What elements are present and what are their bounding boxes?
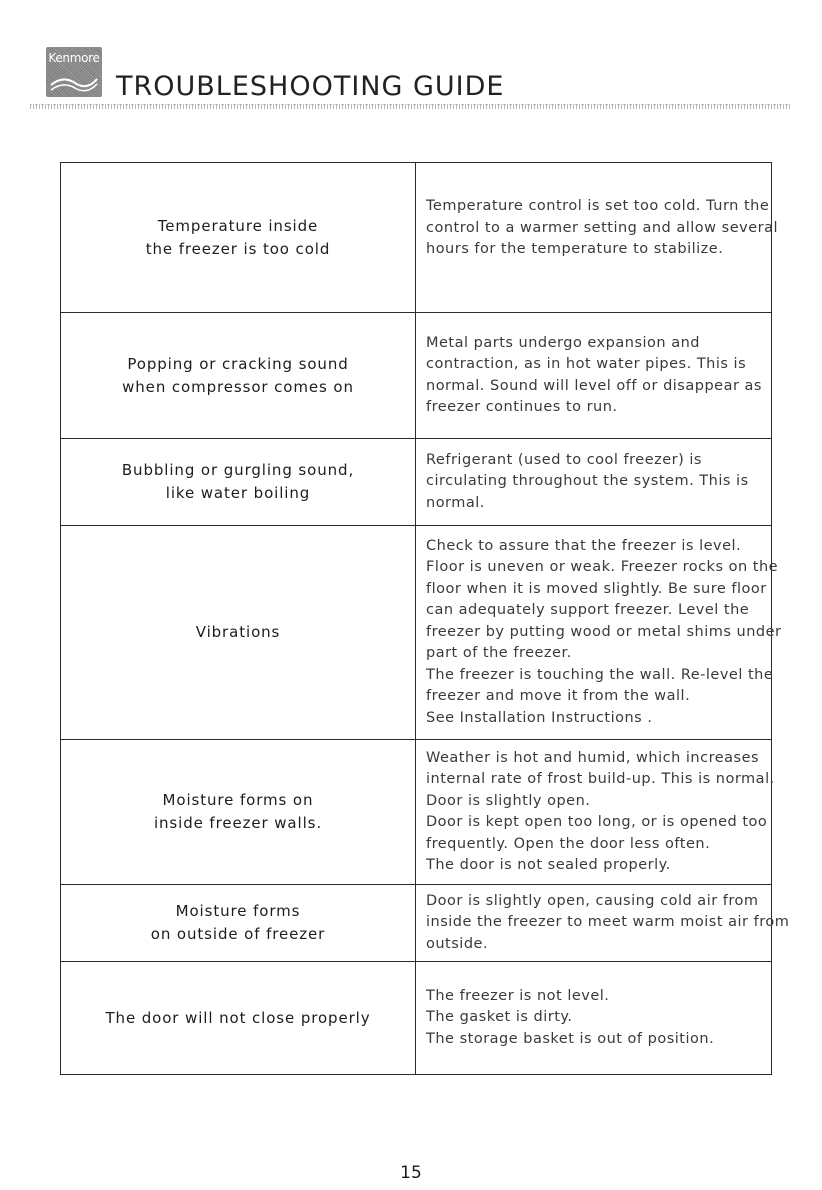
solution-line: Temperature control is set too cold. Turn the xyxy=(426,198,770,215)
problem-cell xyxy=(61,885,416,961)
solution-line: outside. xyxy=(426,935,489,952)
problem-line: like water boiling xyxy=(165,484,311,502)
problem-cell xyxy=(61,526,416,739)
solution-line: normal. Sound will level off or disappear as xyxy=(426,377,762,394)
problem-line: Temperature inside xyxy=(157,216,319,235)
problem-line: Moisture forms xyxy=(175,902,301,920)
problem-line: Vibrations xyxy=(195,623,281,641)
solution-cell xyxy=(416,740,781,884)
table-row xyxy=(61,961,771,1074)
problem-line: when compressor comes on xyxy=(122,377,354,396)
problem-line: Popping or cracking sound xyxy=(127,354,349,373)
solution-cell xyxy=(416,313,771,438)
table-row xyxy=(61,739,775,884)
solution-line: Check to assure that the freezer is level. xyxy=(426,537,742,554)
solution-line: Door is kept open too long, or is opened too xyxy=(426,814,768,830)
header-divider xyxy=(30,104,790,109)
solution-line: circulating throughout the system. This is xyxy=(426,473,749,490)
solution-line: The freezer is touching the wall. Re-level the xyxy=(426,666,774,683)
problem-cell xyxy=(61,962,416,1074)
solution-line: Floor is uneven or weak. Freezer rocks on the xyxy=(426,559,779,576)
solution-line: The storage basket is out of position. xyxy=(426,1030,715,1047)
logo-wordmark: Kenmore xyxy=(48,51,100,65)
solution-line: part of the freezer. xyxy=(426,645,572,662)
table-row xyxy=(61,525,782,739)
solution-line: freezer by putting wood or metal shims under xyxy=(426,623,782,640)
solution-cell xyxy=(416,885,795,961)
problem-line: Moisture forms on xyxy=(162,791,314,809)
solution-line: normal. xyxy=(426,494,485,511)
solution-line: contraction, as in hot water pipes. This is xyxy=(426,356,747,372)
problem-line: The door will not close properly xyxy=(105,1008,371,1027)
problem-line: the freezer is too cold xyxy=(145,239,331,258)
problem-cell xyxy=(61,163,416,312)
solution-line: Weather is hot and humid, which increases xyxy=(426,749,760,766)
wave-icon xyxy=(49,73,99,93)
solution-line: The door is not sealed properly. xyxy=(426,857,671,873)
solution-line: Door is slightly open. xyxy=(426,792,591,809)
solution-line: frequently. Open the door less often. xyxy=(426,835,711,852)
solution-line: Metal parts undergo expansion and xyxy=(426,334,700,351)
solution-line: The gasket is dirty. xyxy=(426,1009,573,1026)
solution-line: floor when it is moved slightly. Be sure floor xyxy=(426,580,767,597)
page-number: 15 xyxy=(400,1163,422,1183)
solution-line: can adequately support freezer. Level the xyxy=(426,602,750,619)
problem-cell xyxy=(61,313,416,438)
problem-line: Bubbling or gurgling sound, xyxy=(121,461,355,479)
solution-cell xyxy=(416,962,771,1074)
problem-line: inside freezer walls. xyxy=(153,814,323,832)
solution-line: internal rate of frost build-up. This is normal. xyxy=(426,771,775,787)
solution-line: Refrigerant (used to cool freezer) is xyxy=(426,451,702,468)
solution-cell xyxy=(416,526,788,739)
page-title: TROUBLESHOOTING GUIDE xyxy=(116,71,505,102)
solution-line: freezer and move it from the wall. xyxy=(426,688,691,705)
table-row xyxy=(61,884,790,961)
solution-cell xyxy=(416,163,784,312)
problem-line: on outside of freezer xyxy=(150,925,326,943)
solution-line: inside the freezer to meet warm moist air from xyxy=(426,914,790,931)
table-row xyxy=(61,163,778,312)
problem-cell xyxy=(61,740,416,884)
solution-line: freezer continues to run. xyxy=(426,399,618,415)
solution-line: hours for the temperature to stabilize. xyxy=(426,241,724,258)
solution-line: control to a warmer setting and allow several xyxy=(426,219,778,236)
kenmore-logo xyxy=(46,47,102,97)
solution-cell xyxy=(416,439,771,525)
problem-cell xyxy=(61,439,416,525)
table-row xyxy=(61,438,771,525)
solution-line: The freezer is not level. xyxy=(426,987,610,1004)
table-row xyxy=(61,312,771,438)
troubleshooting-table xyxy=(60,162,790,1075)
solution-line: Door is slightly open, causing cold air from xyxy=(426,892,759,909)
solution-line: See Installation Instructions . xyxy=(426,709,653,726)
